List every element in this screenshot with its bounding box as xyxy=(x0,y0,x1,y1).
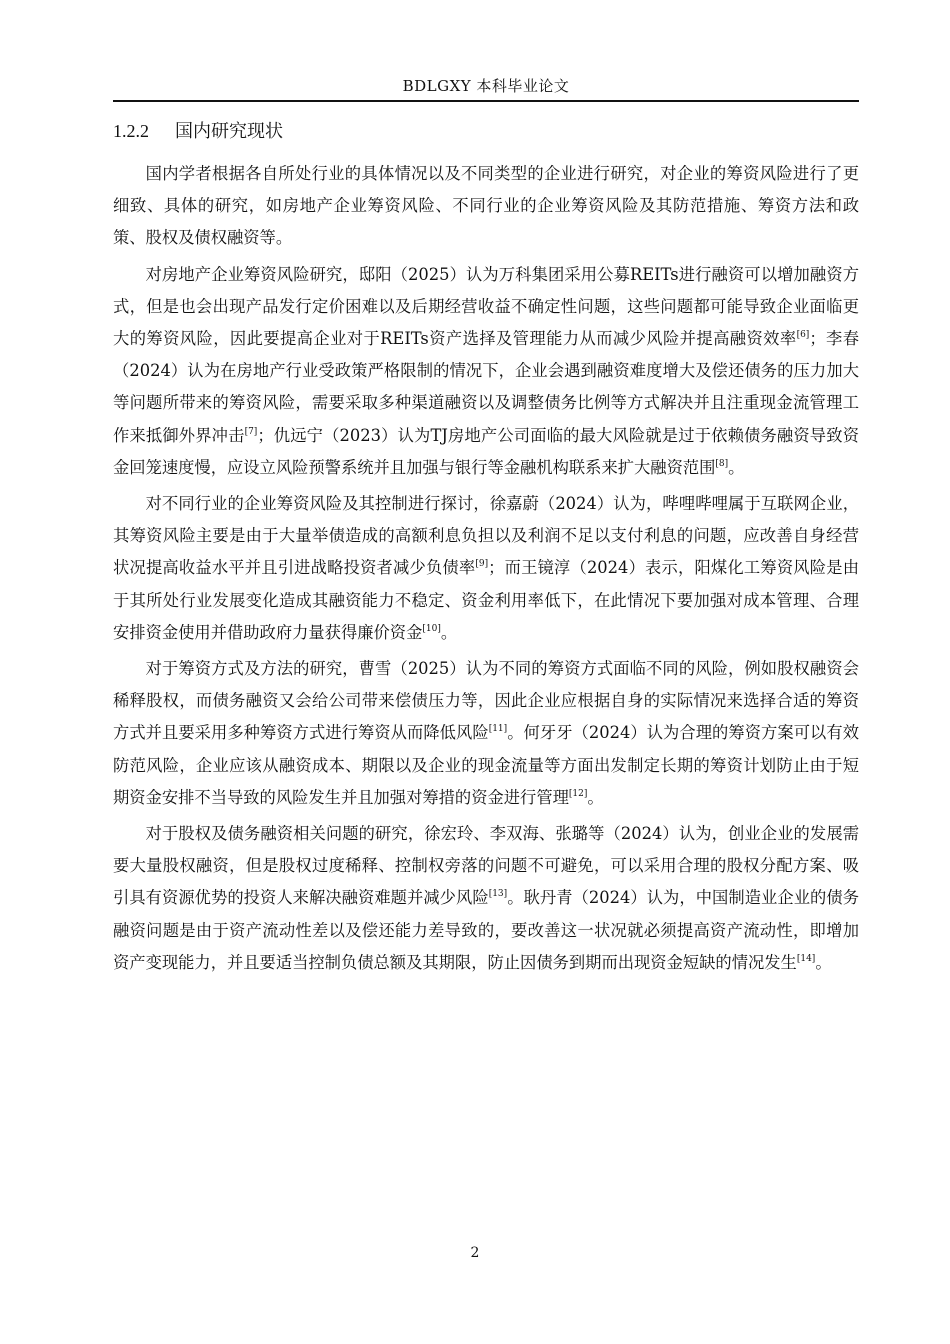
paragraph-text: 。 xyxy=(728,457,745,477)
citation-ref[interactable]: [8] xyxy=(715,458,729,469)
citation-ref[interactable]: [14] xyxy=(796,953,816,964)
running-header: BDLGXY 本科毕业论文 xyxy=(402,77,570,95)
section-heading xyxy=(113,118,283,145)
paragraph-text: 。 xyxy=(815,952,832,972)
body-text xyxy=(113,158,859,983)
body-paragraph xyxy=(113,158,859,255)
page-number: 2 xyxy=(470,1245,480,1261)
paragraph-text: 。 xyxy=(587,787,604,807)
body-paragraph xyxy=(113,818,859,979)
paragraph-text: 。何牙牙（2024）认为合理的筹资方案可以有效防范风险，企业应该从融资成本、期限以及企业的现金流量等方面出发制定长期的筹资计划防止由于短期资金安排不当导致的风险发生并且加强对筹措的资金进行管理 xyxy=(113,723,859,807)
paragraph-text: 国内学者根据各自所处行业的具体情况以及不同类型的企业进行研究，对企业的筹资风险进行了更细致、具体的研究，如房地产企业筹资风险、不同行业的企业筹资风险及其防范措施、筹资方法和政策、股权及债权融资等。 xyxy=(113,164,859,248)
paragraph-text: 对于筹资方式及方法的研究，曹雪（2025）认为不同的筹资方式面临不同的风险，例如股权融资会稀释股权，而债务融资又会给公司带来偿债压力等，因此企业应根据自身的实际情况来选择合适的筹资方式并且要采用多种筹资方式进行筹资从而降低风险 xyxy=(113,659,859,743)
paragraph-text: ；而王镜淳（2024）表示，阳煤化工筹资风险是由于其所处行业发展变化造成其融资能力不稳定、资金利用率低下，在此情况下要加强对成本管理、合理安排资金使用并借助政府力量获得廉价资金 xyxy=(113,558,859,642)
paragraph-text: 对不同行业的企业筹资风险及其控制进行探讨，徐嘉蔚（2024）认为，哔哩哔哩属于互联网企业，其筹资风险主要是由于大量举债造成的高额利息负担以及利润不足以支付利息的问题，应改善自身经营状况提高收益水平并且引进战略投资者减少负债率 xyxy=(113,494,859,578)
paragraph-text: 对于股权及债务融资相关问题的研究，徐宏玲、李双海、张璐等（2024）认为，创业企业的发展需要大量股权融资，但是股权过度稀释、控制权旁落的问题不可避免，可以采用合理的股权分配方案、吸引具有资源优势的投资人来解决融资难题并减少风险 xyxy=(113,824,859,908)
paragraph-text: ；仇远宁（2023）认为TJ房地产公司面临的最大风险就是过于依赖债务融资导致资金回笼速度慢，应设立风险预警系统并且加强与银行等金融机构联系来扩大融资范围 xyxy=(113,425,859,477)
paragraph-text: 。 xyxy=(440,622,458,642)
body-paragraph xyxy=(113,488,859,649)
citation-ref[interactable]: [11] xyxy=(488,724,508,735)
citation-ref[interactable]: [10] xyxy=(422,623,441,634)
header-rule xyxy=(113,100,859,102)
body-paragraph xyxy=(113,653,859,814)
paragraph-text: 对房地产企业筹资风险研究，邸阳（2025）认为万科集团采用公募REITs进行融资可以增加融资方式，但是也会出现产品发行定价困难以及后期经营收益不确定性问题，这些问题都可能导致企业面临更大的筹资风险，因此要提高企业对于REITs资产选择及管理能力从而减少风险并提高融资效率 xyxy=(113,264,859,349)
paragraph-text: ；李春（2024）认为在房地产行业受政策严格限制的情况下，企业会遇到融资难度增大及偿还债务的压力加大等问题所带来的筹资风险，需要采取多种渠道融资以及调整债务比例等方式解决并且注重现金流管理工作来抵御外界冲击 xyxy=(113,329,859,445)
citation-ref[interactable]: [9] xyxy=(475,559,489,570)
citation-ref[interactable]: [7] xyxy=(244,426,258,437)
citation-ref[interactable]: [13] xyxy=(488,889,508,900)
section-number: 1.2.2 xyxy=(113,121,149,141)
citation-ref[interactable]: [12] xyxy=(568,788,588,799)
section-title: 国内研究现状 xyxy=(175,121,283,142)
body-paragraph xyxy=(113,259,859,484)
paragraph-text: 。耿丹青（2024）认为，中国制造业企业的债务融资问题是由于资产流动性差以及偿还能力差导致的，要改善这一状况就必须提高资产流动性，即增加资产变现能力，并且要适当控制负债总额及其期限，防止因债务到期而出现资金短缺的情况发生 xyxy=(113,888,859,972)
citation-ref[interactable]: [6] xyxy=(796,330,810,341)
